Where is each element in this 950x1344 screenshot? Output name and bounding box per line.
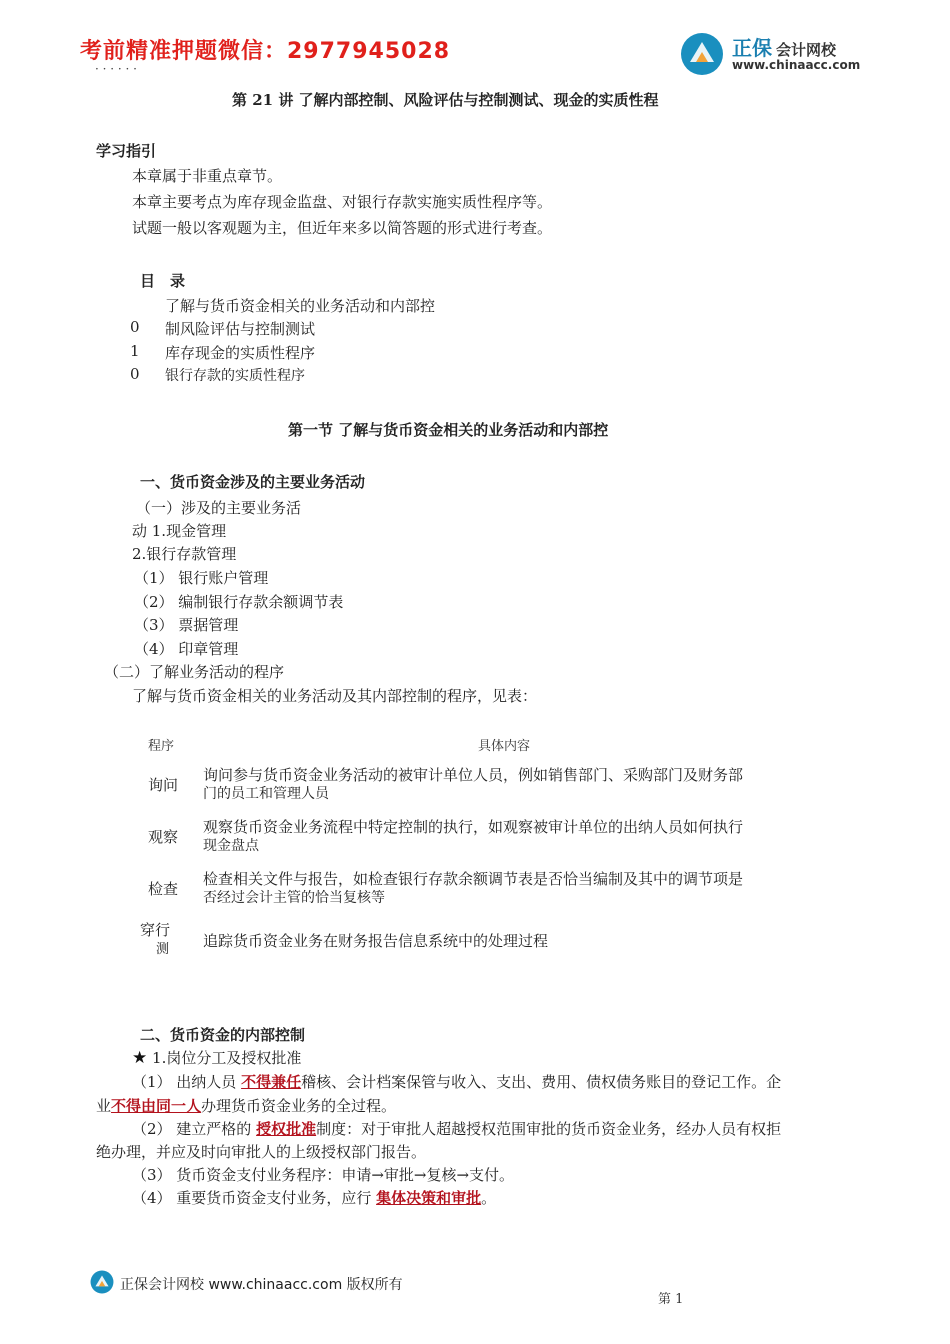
logo-mark-icon: [680, 32, 724, 76]
part1-line: 了解与货币资金相关的业务活动及其内部控制的程序，见表：: [132, 687, 538, 705]
part2-paragraph-2-cont: 绝办理，并应及时向审批人的上级授权部门报告。: [96, 1143, 427, 1161]
part1-line: 动 1.现金管理: [132, 522, 227, 540]
footer-copyright: 正保会计网校 www.chinaacc.com 版权所有: [120, 1277, 403, 1293]
part1-line: （3） 票据管理: [134, 616, 239, 634]
part2-heading: 二、货币资金的内部控制: [140, 1026, 306, 1044]
table-cell-procedure: 询问: [148, 776, 179, 794]
toc-item[interactable]: 银行存款的实质性程序: [165, 368, 305, 384]
table-cell-procedure-cont: 测: [156, 942, 170, 957]
toc-item[interactable]: 了解与货币资金相关的业务活动和内部控: [165, 297, 436, 315]
emphasis-text: 不得由同一人: [111, 1097, 202, 1115]
part1-line: （二）了解业务活动的程序: [104, 663, 285, 681]
footer-logo-icon: [90, 1270, 114, 1294]
chapter-title-clipped: 第 21 讲 了解内部控制、风险评估与控制测试、现金的实质性程: [232, 91, 659, 109]
table-cell-procedure: 观察: [148, 828, 179, 846]
table-cell-content: 观察货币资金业务流程中特定控制的执行，如观察被审计单位的出纳人员如何执行: [203, 818, 744, 836]
toc-title: 目 录: [140, 272, 186, 290]
part2-paragraph-3: （3） 货币资金支付业务程序：申请→审批→复核→支付。: [132, 1166, 515, 1184]
guide-line: 本章属于非重点章节。: [132, 167, 283, 185]
table-cell-content-cont: 否经过会计主管的恰当复核等: [203, 890, 385, 906]
table-cell-content: 检查相关文件与报告，如检查银行存款余额调节表是否恰当编制及其中的调节项是: [203, 870, 744, 888]
guide-line: 本章主要考点为库存现金监盘、对银行存款实施实质性程序等。: [132, 193, 553, 211]
logo-name: 正保 会计网校: [732, 36, 837, 60]
part1-line: （4） 印章管理: [134, 640, 239, 658]
part2-paragraph-1: （1） 出纳人员 不得兼任稽核、会计档案保管与收入、支出、费用、债权债务账目的登记工作。企: [132, 1073, 782, 1091]
table-cell-content-cont: 现金盘点: [203, 838, 259, 854]
page-number-clipped: 第 1: [658, 1292, 684, 1307]
part1-line: （1） 银行账户管理: [134, 569, 269, 587]
toc-item-num: 0: [130, 318, 140, 336]
guide-line-clipped: 试题一般以客观题为主，但近年来多以简答题的形式进行考查。: [132, 219, 553, 237]
toc-item-num: 1: [130, 342, 140, 360]
part1-line: 2.银行存款管理: [132, 545, 237, 563]
part1-heading: 一、货币资金涉及的主要业务活动: [140, 473, 366, 491]
table-header-content: 具体内容: [478, 739, 531, 754]
table-cell-procedure: 穿行: [140, 921, 171, 939]
part2-paragraph-4: （4） 重要货币资金支付业务，应行 集体决策和审批。: [132, 1189, 497, 1207]
toc-item[interactable]: 制风险评估与控制测试: [165, 320, 316, 338]
part2-paragraph-1-cont: 业不得由同一人办理货币资金业务的全过程。: [96, 1097, 397, 1115]
emphasis-text: 授权批准: [256, 1120, 317, 1138]
table-header-procedure: 程序: [148, 739, 175, 754]
guide-title: 学习指引: [96, 142, 157, 160]
promo-wechat-text: 考前精准押题微信：2977945028: [80, 39, 451, 64]
part1-line: （2） 编制银行存款余额调节表: [134, 593, 344, 611]
logo-url: www.chinaacc.com: [732, 58, 861, 72]
emphasis-text: 集体决策和审批: [376, 1189, 482, 1207]
part2-subheading: ★ 1.岗位分工及授权批准: [132, 1048, 302, 1068]
brand-logo[interactable]: [680, 30, 870, 80]
table-cell-content: 询问参与货币资金业务活动的被审计单位人员，例如销售部门、采购部门及财务部: [203, 766, 744, 784]
emphasis-text: 不得兼任: [241, 1073, 302, 1091]
header-clipped-line: · · · · · ·: [95, 62, 137, 76]
toc-item[interactable]: 库存现金的实质性程序: [165, 344, 316, 362]
part1-line: （一）涉及的主要业务活: [136, 499, 302, 517]
star-icon: ★: [132, 1048, 148, 1068]
table-cell-content-cont: 门的员工和管理人员: [203, 786, 329, 802]
toc-item-num: 0: [130, 365, 140, 383]
part2-paragraph-2: （2） 建立严格的 授权批准制度：对于审批人超越授权范围审批的货币资金业务，经办人员有权拒: [132, 1120, 782, 1138]
section-title-clipped: 第一节 了解与货币资金相关的业务活动和内部控: [288, 421, 609, 439]
table-cell-content: 追踪货币资金业务在财务报告信息系统中的处理过程: [203, 932, 549, 950]
table-cell-procedure: 检查: [148, 880, 179, 898]
